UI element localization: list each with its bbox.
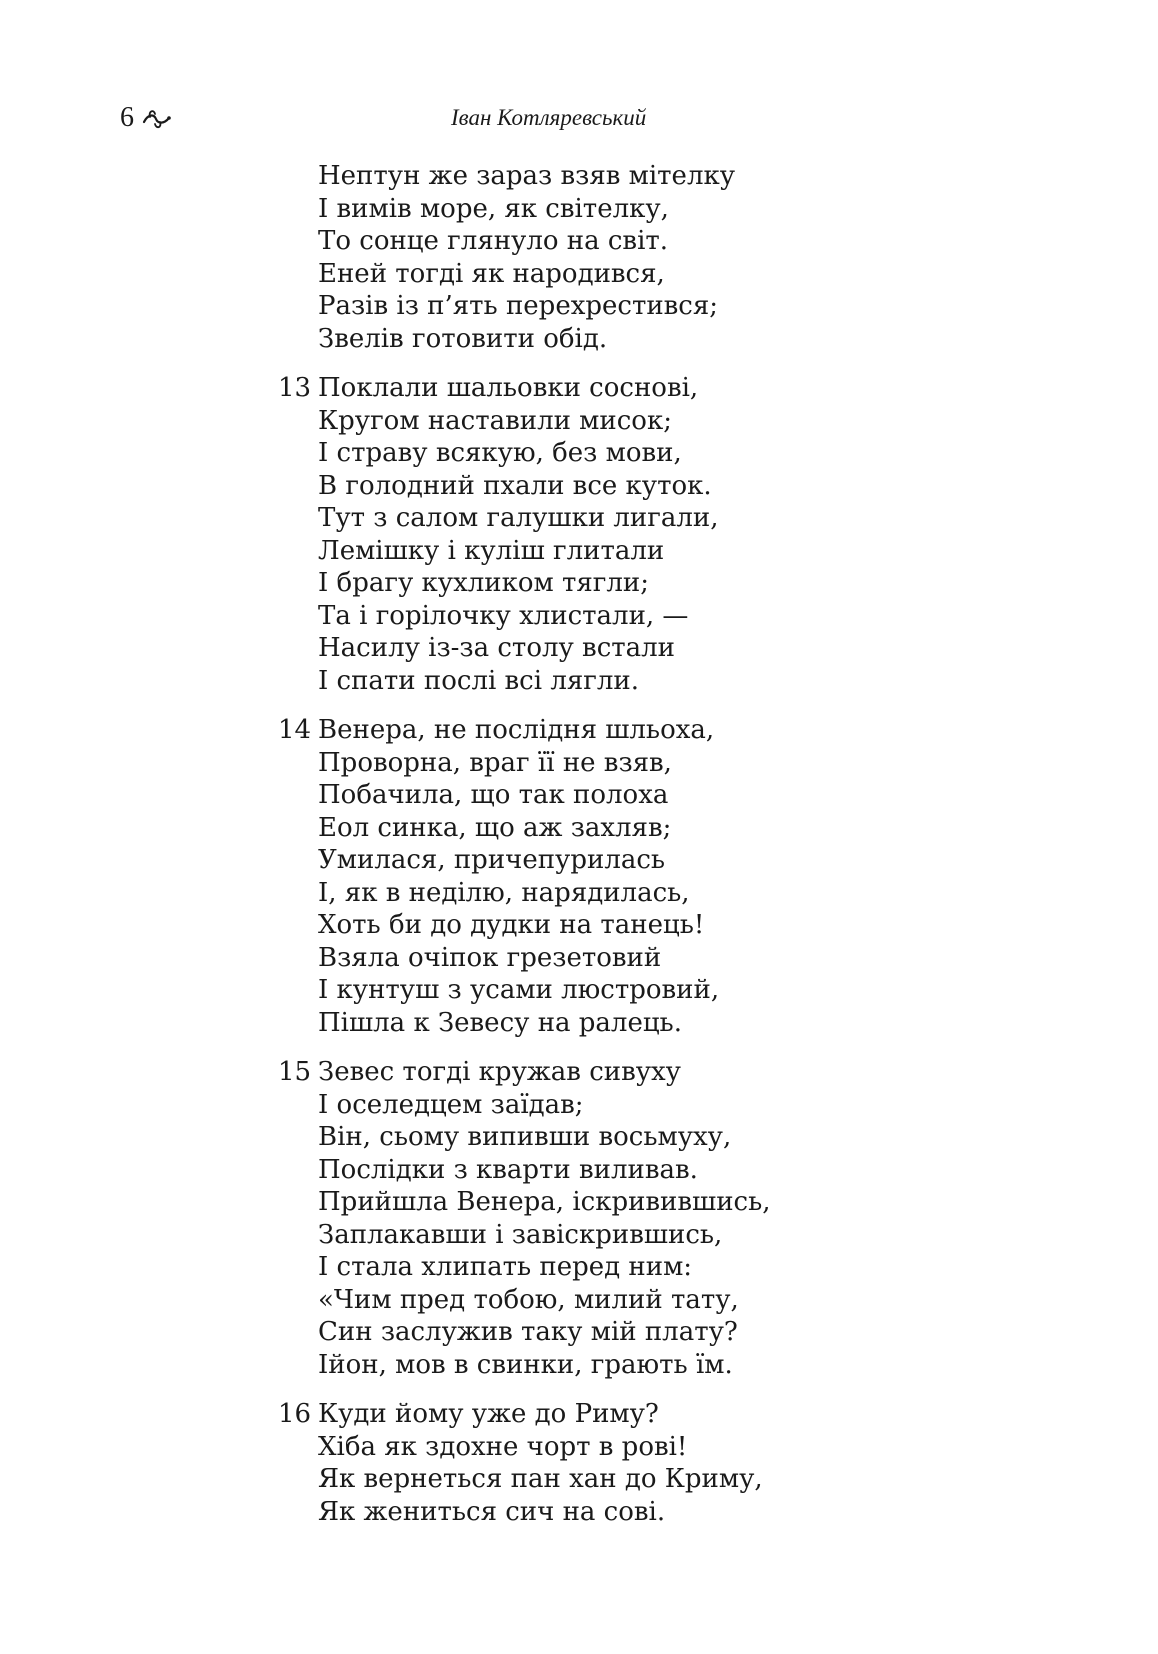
stanza-number: 16 bbox=[278, 1399, 312, 1429]
verse-line: Послідки з кварти виливав. bbox=[318, 1154, 698, 1185]
page-header bbox=[120, 98, 680, 138]
verse-line: Кругом наставили мисок; bbox=[318, 405, 672, 436]
verse-line: Тут з салом галушки лигали, bbox=[318, 503, 719, 533]
verse-line: І, як в неділю, нарядилась, bbox=[318, 877, 690, 908]
stanza-number: 14 bbox=[278, 715, 312, 745]
verse-line: Разів із п’ять перехрестився; bbox=[318, 291, 719, 321]
stanza-number: 13 bbox=[278, 373, 312, 403]
verse-line: Взяла очіпок грезетовий bbox=[318, 942, 662, 973]
verse-line: Куди йому уже до Риму? bbox=[318, 1399, 659, 1429]
verse-line: І вимів море, як світелку, bbox=[318, 193, 669, 224]
verse-line: Еол синка, що аж захляв; bbox=[318, 812, 672, 843]
stanza bbox=[0, 372, 1158, 697]
verse-line: І брагу кухликом тягли; bbox=[318, 568, 649, 598]
verse-line: Звелів готовити обід. bbox=[318, 323, 608, 354]
running-title: Іван Котляревський bbox=[451, 105, 647, 130]
stanza bbox=[0, 1398, 1158, 1528]
verse-line: Син заслужив таку мій плату? bbox=[318, 1317, 738, 1347]
verse-line: Як вернеться пан хан до Криму, bbox=[318, 1464, 763, 1494]
verse-line: Венера, не послідня шльоха, bbox=[318, 715, 715, 745]
verse-line: Умилася, причепурилась bbox=[318, 845, 666, 875]
stanza bbox=[0, 160, 1158, 355]
stanza-number: 15 bbox=[278, 1057, 312, 1087]
fleuron-icon bbox=[142, 108, 172, 130]
verse-line: Хіба як здохне чорт в рові! bbox=[318, 1431, 688, 1462]
page-number: 6 bbox=[120, 102, 134, 133]
verse-line: Заплакавши і завіскрившись, bbox=[318, 1219, 723, 1250]
verse-line: І стала хлипать перед ним: bbox=[318, 1252, 693, 1282]
verse-line: Зевес тогді кружав сивуху bbox=[318, 1057, 681, 1087]
verse-line: Хоть би до дудки на танець! bbox=[318, 910, 705, 940]
verse-line: Поклали шальовки соснові, bbox=[318, 373, 699, 403]
verse-line: То сонце глянуло на світ. bbox=[318, 226, 669, 256]
verse-line: «Чим пред тобою, милий тату, bbox=[318, 1284, 739, 1315]
stanza bbox=[0, 714, 1158, 1039]
verse-line: І страву всякую, без мови, bbox=[318, 438, 682, 468]
verse-line: Він, сьому випивши восьмуху, bbox=[318, 1122, 732, 1152]
verse-line: Насилу із-за столу встали bbox=[318, 633, 675, 663]
verse-line: Прийшла Венера, іскривившись, bbox=[318, 1187, 771, 1217]
verse-line: Лемішку і куліш глитали bbox=[318, 535, 665, 566]
poem-body bbox=[0, 160, 1158, 1545]
verse-line: Як жениться сич на сові. bbox=[318, 1496, 666, 1527]
verse-line: Пішла к Зевесу на ралець. bbox=[318, 1007, 682, 1038]
verse-line: Побачила, що так полоха bbox=[318, 780, 669, 810]
verse-line: І кунтуш з усами люстровий, bbox=[318, 975, 720, 1005]
verse-line: Та і горілочку хлистали, — bbox=[318, 600, 689, 631]
verse-line: І оселедцем заїдав; bbox=[318, 1089, 584, 1120]
verse-line: Ійон, мов в свинки, грають їм. bbox=[318, 1349, 733, 1380]
stanza bbox=[0, 1056, 1158, 1381]
verse-line: Нептун же зараз взяв мітелку bbox=[318, 161, 736, 191]
verse-line: І спати послі всі лягли. bbox=[318, 665, 639, 696]
verse-line: Проворна, враг її не взяв, bbox=[318, 747, 672, 778]
verse-line: Еней тогді як народився, bbox=[318, 258, 665, 289]
verse-line: В голодний пхали все куток. bbox=[318, 470, 712, 501]
